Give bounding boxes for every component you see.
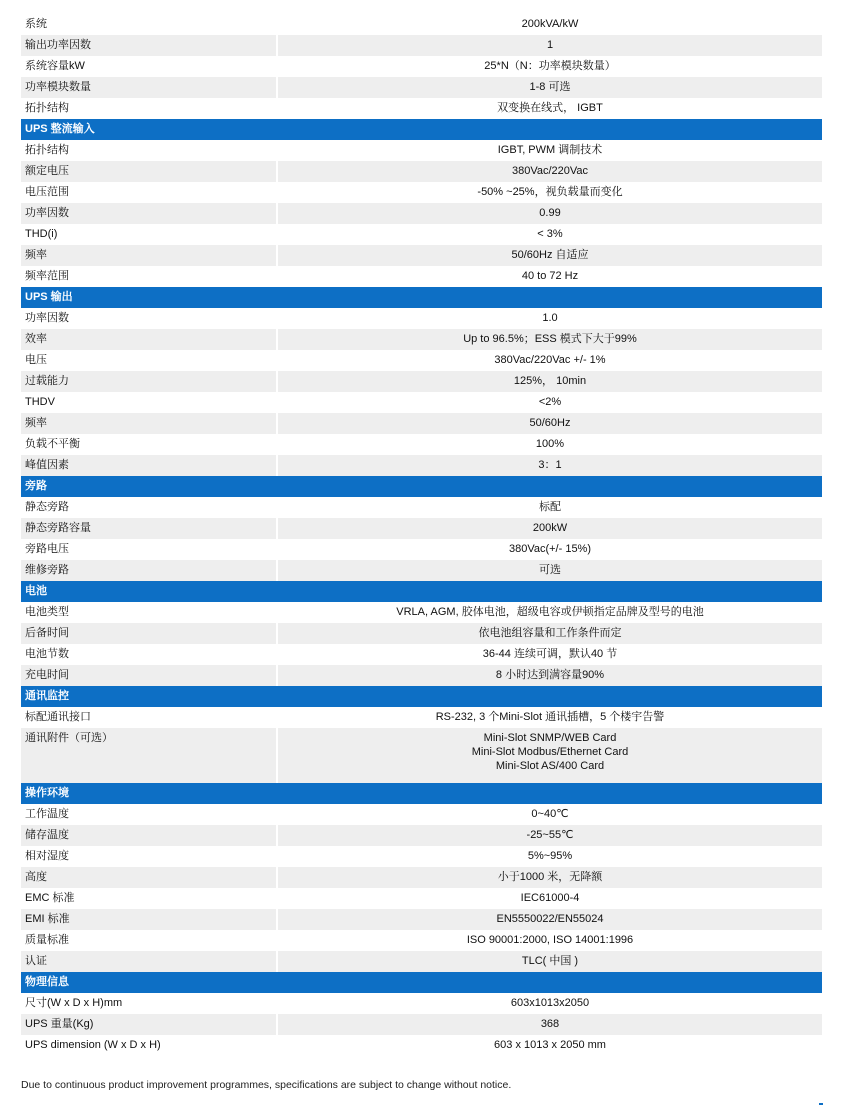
spec-label: 认证 [25,955,47,967]
spec-value: 小于1000 米，无降额 [276,867,822,888]
spec-value: 5%~95% [276,846,822,867]
spec-label: THDV [25,396,55,408]
spec-row [21,846,822,867]
spec-row [21,98,822,119]
spec-label: 旁路电压 [25,543,69,555]
spec-row [21,665,822,686]
spec-label: 负载不平衡 [25,438,80,450]
spec-row [21,56,822,77]
spec-value: 1 [276,35,822,56]
spec-value: 标配 [276,497,822,518]
spec-row [21,888,822,909]
spec-row [21,867,822,888]
spec-label: 功率因数 [25,312,69,324]
spec-label: 尺寸(W x D x H)mm [25,997,123,1009]
section-header: 操作环境 [21,783,822,804]
spec-label: 电压 [25,354,47,366]
spec-label: 电压范围 [25,186,69,198]
spec-value: 200kVA/kW [276,14,822,35]
spec-label: 输出功率因数 [25,39,91,51]
spec-value: 40 to 72 Hz [276,266,822,287]
spec-label: 充电时间 [25,669,69,681]
spec-value-line: Mini-Slot SNMP/WEB Card [483,732,617,744]
spec-value: EN5550022/EN55024 [276,909,822,930]
spec-label: 质量标准 [25,934,69,946]
spec-value: 0.99 [276,203,822,224]
spec-row [21,1014,822,1035]
spec-value-line: Mini-Slot Modbus/Ethernet Card [471,746,629,758]
spec-label: UPS 重量(Kg) [25,1018,94,1030]
spec-label: 储存温度 [25,829,69,841]
spec-row [21,203,822,224]
spec-value: 100% [276,434,822,455]
spec-value: IGBT, PWM 调制技术 [276,140,822,161]
spec-row [21,951,822,972]
spec-row [21,497,822,518]
spec-label: 功率模块数量 [25,81,91,93]
corner-mark [819,1103,823,1105]
spec-row [21,434,822,455]
spec-value: < 3% [276,224,822,245]
spec-label: 拓扑结构 [25,102,69,114]
spec-value: Up to 96.5%；ESS 模式下大于99% [276,329,822,350]
spec-row [21,371,822,392]
spec-value: TLC( 中国 ) [276,951,822,972]
spec-label: 电池类型 [25,606,69,618]
spec-label: 频率 [25,417,47,429]
spec-label: 高度 [25,871,47,883]
spec-row [21,728,822,783]
spec-value: 3：1 [276,455,822,476]
spec-value: 36-44 连续可调，默认40 节 [276,644,822,665]
spec-label: 电池节数 [25,648,69,660]
spec-label: 频率 [25,249,47,261]
spec-row [21,392,822,413]
spec-value: 双变换在线式， IGBT [276,98,822,119]
spec-value: -25~55℃ [276,825,822,846]
spec-value: 50/60Hz 自适应 [276,245,822,266]
spec-value: 0~40℃ [276,804,822,825]
section-header: 旁路 [21,476,822,497]
spec-label: 相对湿度 [25,850,69,862]
spec-row [21,909,822,930]
spec-value: <2% [276,392,822,413]
spec-value: 50/60Hz [276,413,822,434]
spec-row [21,350,822,371]
spec-row [21,644,822,665]
spec-row [21,539,822,560]
spec-row [21,804,822,825]
spec-row [21,14,822,35]
spec-value-line: Mini-Slot AS/400 Card [495,760,605,772]
spec-value: 125%， 10min [276,371,822,392]
section-header: UPS 输出 [21,287,822,308]
spec-row [21,245,822,266]
spec-value: 依电池组容量和工作条件而定 [276,623,822,644]
spec-label: 拓扑结构 [25,144,69,156]
spec-value: 380Vac/220Vac [276,161,822,182]
spec-value [276,728,822,783]
spec-row [21,993,822,1014]
spec-label: 通讯附件（可选） [25,732,113,744]
spec-row [21,182,822,203]
spec-label: 后备时间 [25,627,69,639]
spec-row [21,161,822,182]
spec-row [21,266,822,287]
spec-label: 系统 [25,18,47,30]
spec-label: 系统容量kW [25,60,85,72]
spec-value: IEC61000-4 [276,888,822,909]
spec-value: 603 x 1013 x 2050 mm [276,1035,822,1056]
spec-value: RS-232, 3 个Mini-Slot 通讯插槽，5 个楼宇告警 [276,707,822,728]
spec-label: 过载能力 [25,375,69,387]
spec-value: ISO 90001:2000, ISO 14001:1996 [276,930,822,951]
spec-label: 维修旁路 [25,564,69,576]
spec-label: THD(i) [25,228,58,240]
spec-row [21,623,822,644]
spec-value: -50% ~25%，视负载量而变化 [276,182,822,203]
spec-row [21,308,822,329]
section-header: UPS 整流输入 [21,119,822,140]
spec-value: 可选 [276,560,822,581]
spec-row [21,560,822,581]
spec-label: 峰值因素 [25,459,69,471]
spec-row [21,77,822,98]
spec-row [21,825,822,846]
spec-label: EMC 标准 [25,892,75,904]
spec-label: 标配通讯接口 [25,711,91,723]
spec-label: 功率因数 [25,207,69,219]
spec-value: 380Vac(+/- 15%) [276,539,822,560]
spec-value: 200kW [276,518,822,539]
spec-value: 380Vac/220Vac +/- 1% [276,350,822,371]
spec-value: 368 [276,1014,822,1035]
spec-row [21,35,822,56]
spec-row [21,140,822,161]
section-header: 通讯监控 [21,686,822,707]
spec-row [21,413,822,434]
spec-label: 静态旁路容量 [25,522,91,534]
spec-row [21,1035,822,1056]
spec-value: 1.0 [276,308,822,329]
spec-row [21,602,822,623]
spec-row [21,518,822,539]
spec-value: 8 小时达到满容量90% [276,665,822,686]
spec-value: 1-8 可选 [276,77,822,98]
section-header: 电池 [21,581,822,602]
spec-value: 25*N（N：功率模块数量） [276,56,822,77]
spec-value: VRLA, AGM, 胶体电池，超级电容或伊顿指定品牌及型号的电池 [276,602,822,623]
spec-label: 额定电压 [25,165,69,177]
spec-label: 工作温度 [25,808,69,820]
spec-table [21,14,822,1056]
footnote: Due to continuous product improvement programmes, specifications are subject to change without notice. [21,1079,512,1091]
spec-label: 效率 [25,333,47,345]
spec-row [21,329,822,350]
spec-row [21,707,822,728]
spec-label: EMI 标准 [25,913,70,925]
spec-label: 频率范围 [25,270,69,282]
spec-label: UPS dimension (W x D x H) [25,1039,161,1051]
section-header: 物理信息 [21,972,822,993]
spec-row [21,930,822,951]
spec-row [21,455,822,476]
spec-row [21,224,822,245]
spec-label: 静态旁路 [25,501,69,513]
spec-value: 603x1013x2050 [276,993,822,1014]
